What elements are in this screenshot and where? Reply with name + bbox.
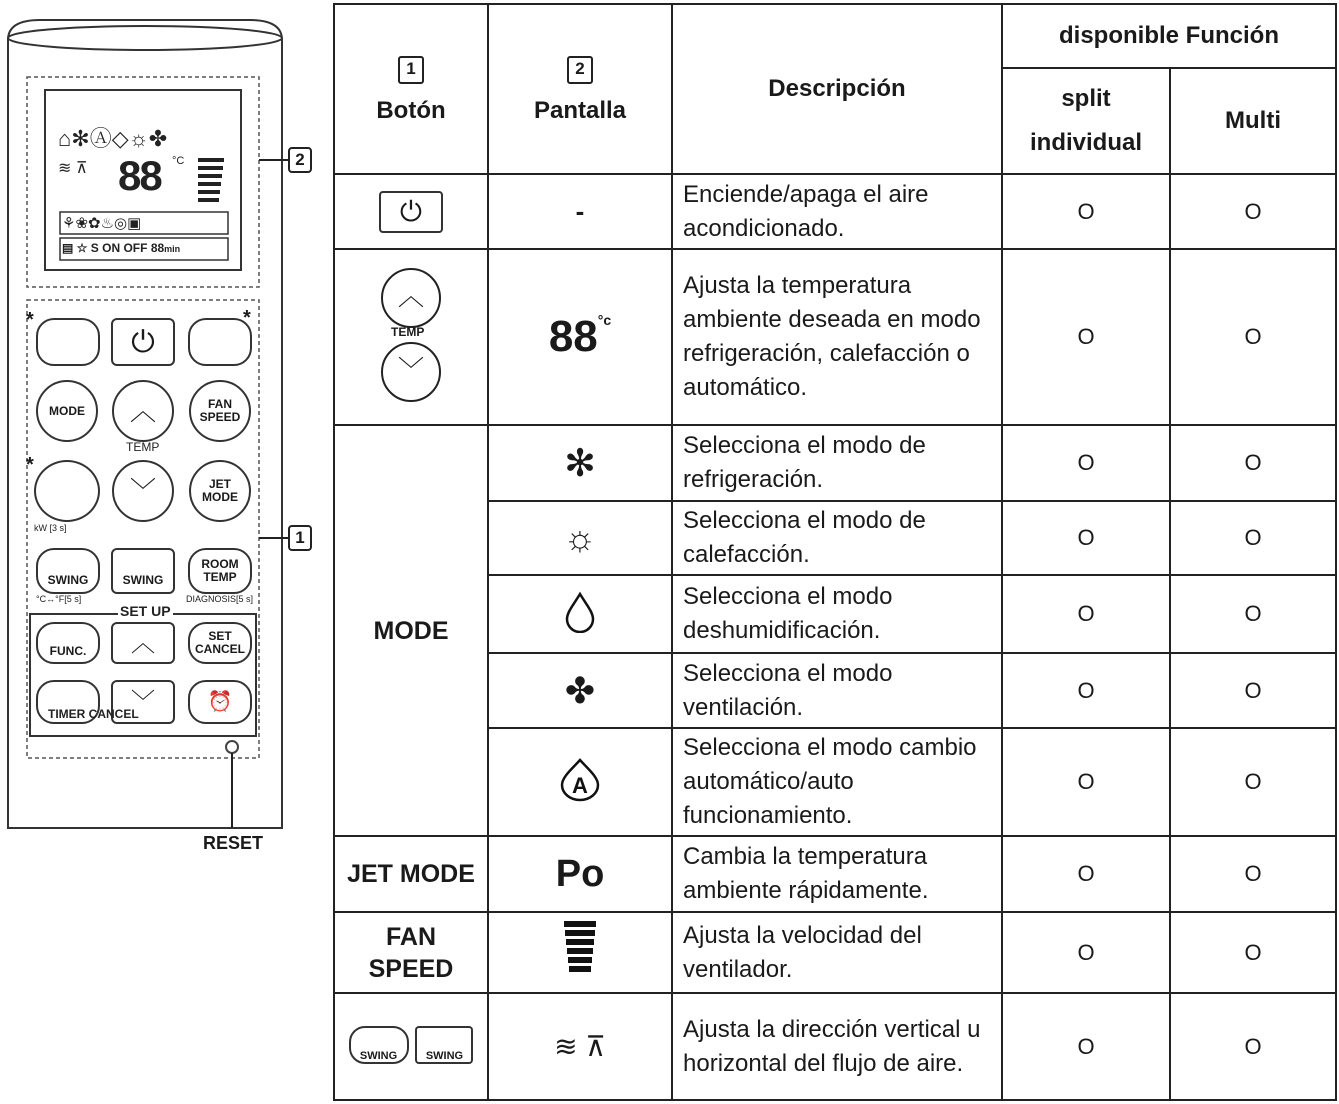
temp-label: TEMP bbox=[126, 440, 160, 454]
callout-buttons: 1 bbox=[288, 525, 312, 551]
fan-speed-bars-icon bbox=[488, 912, 672, 993]
power-button-icon: ⏻ bbox=[334, 174, 488, 249]
description: Ajusta la temperatura ambiente deseada en modo refrigeración, calefacción o automático. bbox=[672, 249, 1002, 425]
split-mark: O bbox=[1002, 575, 1170, 653]
header-boton-number: 1 bbox=[398, 56, 424, 84]
asterisk-mark: * bbox=[243, 307, 251, 329]
description: Cambia la temperatura ambiente rápidamente. bbox=[672, 836, 1002, 912]
reset-label: RESET bbox=[203, 833, 264, 853]
multi-mark: O bbox=[1170, 425, 1336, 501]
horizontal-swing-icon: SWING bbox=[415, 1026, 473, 1064]
temp-down-button[interactable]: ﹀ bbox=[112, 460, 174, 522]
multi-mark: O bbox=[1170, 993, 1336, 1100]
header-multi: Multi bbox=[1170, 68, 1336, 174]
temp-caption: TEMP bbox=[391, 325, 425, 339]
timer-cancel-label: TIMER CANCEL bbox=[48, 707, 139, 721]
kw-label: kW [3 s] bbox=[34, 523, 67, 533]
split-mark: O bbox=[1002, 836, 1170, 912]
horizontal-swing-button[interactable]: SWING bbox=[111, 548, 175, 594]
lcd-swing-icons: ≋ ⊼ bbox=[58, 160, 88, 177]
remote-control-illustration bbox=[0, 0, 330, 880]
func-button[interactable]: FUNC. bbox=[36, 622, 100, 664]
set-label: SET bbox=[208, 629, 232, 643]
table-row bbox=[334, 249, 1336, 425]
table-row bbox=[334, 174, 1336, 249]
table-row bbox=[334, 993, 1336, 1100]
description: Selecciona el modo cambio automático/auto funcionamiento. bbox=[672, 728, 1002, 836]
lcd-on: ON bbox=[102, 241, 121, 255]
room-temp-button[interactable]: ROOM TEMP bbox=[188, 548, 252, 594]
lcd-min: min bbox=[164, 244, 181, 254]
temp-digits: 88 bbox=[548, 312, 598, 361]
split-mark: O bbox=[1002, 653, 1170, 728]
heat-icon: ☼ bbox=[488, 501, 672, 575]
temp-up-button[interactable]: ︿ bbox=[112, 380, 174, 442]
temp-unit: °c bbox=[597, 312, 612, 328]
temp-down-icon: ﹀ bbox=[381, 342, 441, 402]
fan-icon: ✤ bbox=[488, 653, 672, 728]
fan-speed-button-label: FAN SPEED bbox=[334, 912, 488, 993]
header-boton-label: Botón bbox=[376, 97, 446, 124]
split-mark: O bbox=[1002, 993, 1170, 1100]
set-up-label: SET UP bbox=[120, 603, 171, 619]
lcd-s: S bbox=[90, 241, 99, 255]
jet-mode-button-label: JET MODE bbox=[334, 836, 488, 912]
set-down-button[interactable]: ﹀ bbox=[111, 680, 175, 724]
split-mark: O bbox=[1002, 501, 1170, 575]
lcd-status-row: ▤ ☆ S ON OFF 88min bbox=[62, 241, 181, 255]
header-split: split individual bbox=[1002, 68, 1170, 174]
description: Selecciona el modo deshumidificación. bbox=[672, 575, 1002, 653]
lcd-mode-icons: ⌂✻Ⓐ◇☼✤ bbox=[58, 126, 168, 151]
blank-left-button[interactable] bbox=[36, 318, 100, 366]
callout-display: 2 bbox=[288, 147, 312, 173]
jet-mode-button[interactable]: JET MODE bbox=[189, 460, 251, 522]
vertical-swing-icon: SWING bbox=[349, 1026, 409, 1064]
table-row bbox=[334, 425, 1336, 501]
mode-button[interactable]: MODE bbox=[36, 380, 98, 442]
mode-button-label: MODE bbox=[334, 425, 488, 836]
description: Ajusta la velocidad del ventilador. bbox=[672, 912, 1002, 993]
header-boton bbox=[334, 4, 488, 174]
header-funcion: disponible Función bbox=[1002, 4, 1336, 68]
timer-off-button[interactable]: ⏰ bbox=[188, 680, 252, 724]
multi-mark: O bbox=[1170, 575, 1336, 653]
vertical-swing-button[interactable]: SWING bbox=[36, 548, 100, 594]
dry-icon bbox=[488, 575, 672, 653]
table-row bbox=[334, 912, 1336, 993]
diagnosis-label: DIAGNOSIS[5 s] bbox=[186, 594, 254, 604]
split-mark: O bbox=[1002, 425, 1170, 501]
jet-mode-display-icon: Po bbox=[488, 836, 672, 912]
table-row bbox=[334, 836, 1336, 912]
fan-speed-button[interactable]: FAN SPEED bbox=[189, 380, 251, 442]
svg-text:A: A bbox=[572, 772, 588, 798]
temp-display-icon bbox=[488, 249, 672, 425]
description: Selecciona el modo ventilación. bbox=[672, 653, 1002, 728]
description: Enciende/apaga el aire acondicionado. bbox=[672, 174, 1002, 249]
description: Ajusta la dirección vertical u horizontal del flujo de aire. bbox=[672, 993, 1002, 1100]
set-cancel-button[interactable] bbox=[188, 622, 252, 664]
swing-buttons-icon bbox=[334, 993, 488, 1100]
asterisk-mark: * bbox=[26, 454, 34, 476]
temp-up-icon: ︿ bbox=[381, 268, 441, 328]
multi-mark: O bbox=[1170, 653, 1336, 728]
header-pantalla bbox=[488, 4, 672, 174]
header-pantalla-number: 2 bbox=[567, 56, 593, 84]
kw-button[interactable] bbox=[34, 460, 100, 522]
header-pantalla-label: Pantalla bbox=[533, 97, 627, 124]
split-mark: O bbox=[1002, 912, 1170, 993]
split-mark: O bbox=[1002, 728, 1170, 836]
lcd-temp-digits: 88 bbox=[118, 152, 161, 199]
swing-display-icons: ≋ ⊼ bbox=[488, 993, 672, 1100]
multi-mark: O bbox=[1170, 249, 1336, 425]
lcd-timer-digits: 88 bbox=[150, 241, 165, 255]
multi-mark: O bbox=[1170, 912, 1336, 993]
header-descripcion: Descripción bbox=[672, 4, 1002, 174]
description: Selecciona el modo de calefacción. bbox=[672, 501, 1002, 575]
split-mark: O bbox=[1002, 174, 1170, 249]
multi-mark: O bbox=[1170, 501, 1336, 575]
multi-mark: O bbox=[1170, 174, 1336, 249]
cancel-label: CANCEL bbox=[195, 642, 245, 656]
auto-icon bbox=[488, 728, 672, 836]
description: Selecciona el modo de refrigeración. bbox=[672, 425, 1002, 501]
lcd-function-icons: ⚘❀✿♨◎▣ bbox=[62, 215, 142, 232]
lcd-unit: °C bbox=[172, 155, 185, 167]
cool-icon: ✻ bbox=[488, 425, 672, 501]
function-table bbox=[333, 3, 1337, 1101]
asterisk-mark: * bbox=[26, 309, 34, 331]
multi-mark: O bbox=[1170, 836, 1336, 912]
display-dash: - bbox=[488, 174, 672, 249]
lcd-off: OFF bbox=[123, 241, 148, 255]
multi-mark: O bbox=[1170, 728, 1336, 836]
power-button[interactable]: ⏻ bbox=[111, 318, 175, 366]
split-mark: O bbox=[1002, 249, 1170, 425]
temp-buttons-icon bbox=[334, 249, 488, 425]
set-up-button[interactable]: ︿ bbox=[111, 622, 175, 664]
unit-switch-label: °C↔°F[5 s] bbox=[36, 594, 82, 604]
